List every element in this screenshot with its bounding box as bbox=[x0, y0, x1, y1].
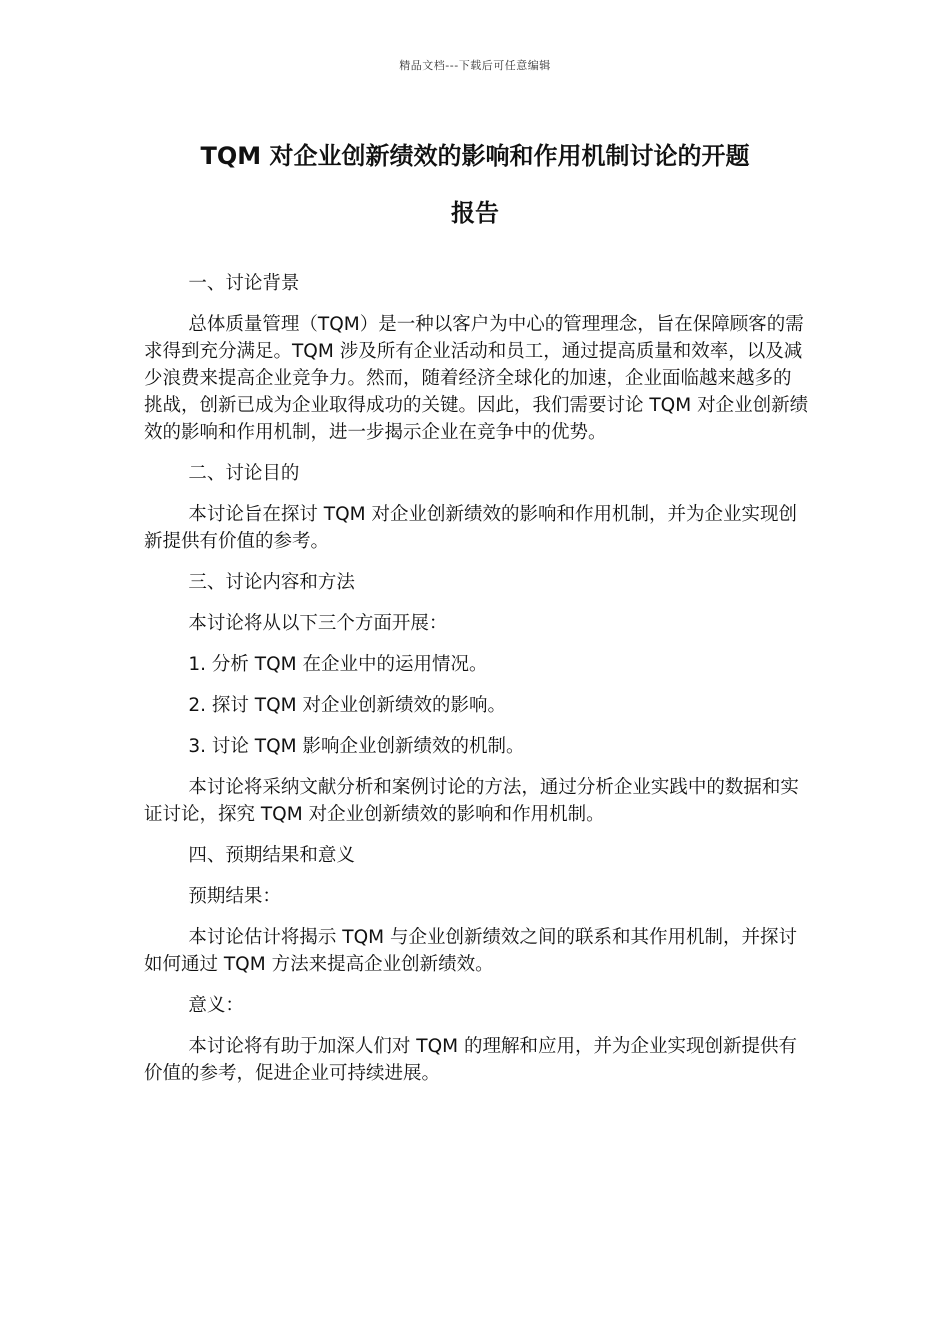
paragraph-expected-results: 本讨论估计将揭示 TQM 与企业创新绩效之间的联系和其作用机制，并探讨如何通过 TQM 方法来提高企业创新绩效。 bbox=[144, 927, 797, 975]
list-item: 1. 分析 TQM 在企业中的运用情况。 bbox=[188, 654, 488, 675]
subheading-expected-results: 预期结果： bbox=[188, 886, 281, 907]
list-item: 2. 探讨 TQM 对企业创新绩效的影响。 bbox=[188, 695, 507, 716]
section-heading-background: 一、讨论背景 bbox=[188, 273, 300, 294]
paragraph-background: 总体质量管理（TQM）是一种以客户为中心的管理理念，旨在保障顾客的需求得到充分满足。TQM 涉及所有企业活动和员工，通过提高质量和效率，以及减少浪费来提高企业竞争力。然而，随着经济全球化的加速，企业面临越来越多的挑战，创新已成为企业取得成功的关键。因此，我们需要讨论 TQM 对企业创新绩效的影响和作用机制，进一步揭示企业在竞争中的优势。 bbox=[144, 314, 809, 443]
title-line-1: TQM 对企业创新绩效的影响和作用机制讨论的开题 bbox=[200, 142, 750, 170]
paragraph-purpose: 本讨论旨在探讨 TQM 对企业创新绩效的影响和作用机制，并为企业实现创新提供有价值的参考。 bbox=[144, 504, 797, 552]
header-note: 精品文档---下载后可任意编辑 bbox=[399, 59, 551, 72]
paragraph-significance: 本讨论将有助于加深人们对 TQM 的理解和应用，并为企业实现创新提供有价值的参考，促进企业可持续进展。 bbox=[144, 1036, 797, 1084]
subheading-significance: 意义： bbox=[188, 995, 244, 1016]
section-heading-purpose: 二、讨论目的 bbox=[188, 463, 300, 484]
section-heading-expected-results: 四、预期结果和意义 bbox=[188, 845, 355, 866]
paragraph-intro: 本讨论将从以下三个方面开展： bbox=[188, 613, 448, 634]
section-heading-content-method: 三、讨论内容和方法 bbox=[188, 572, 355, 593]
list-item: 3. 讨论 TQM 影响企业创新绩效的机制。 bbox=[188, 736, 525, 757]
title-line-2: 报告 bbox=[451, 199, 499, 227]
document-body bbox=[144, 270, 809, 1101]
document-title bbox=[120, 128, 830, 242]
paragraph-method: 本讨论将采纳文献分析和案例讨论的方法，通过分析企业实践中的数据和实证讨论，探究 TQM 对企业创新绩效的影响和作用机制。 bbox=[144, 777, 799, 825]
